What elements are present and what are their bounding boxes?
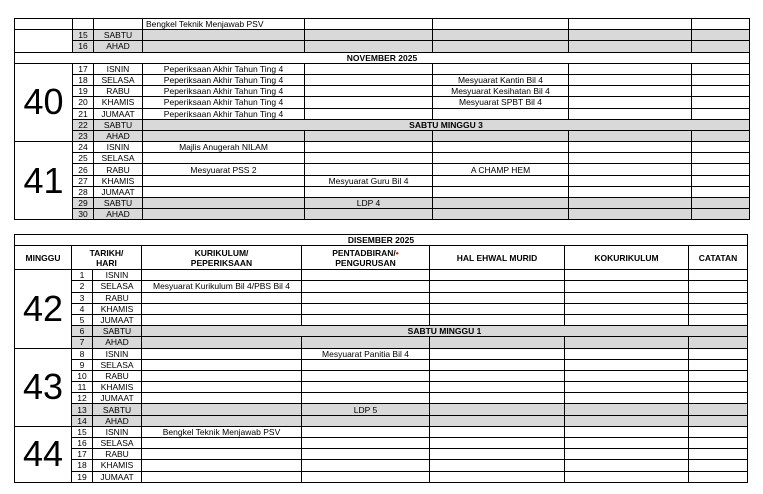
week-cell [15, 19, 73, 30]
header-kurikulum-line1: KURIKULUM/ [194, 247, 249, 258]
date-cell: 5 [72, 314, 93, 325]
day-cell: JUMAAT [93, 314, 142, 325]
date-cell: 21 [73, 108, 94, 119]
kurikulum-cell [142, 292, 302, 303]
table-row [15, 404, 748, 415]
december-calendar-table [14, 234, 748, 483]
table-row [15, 86, 750, 97]
date-cell: 2 [72, 281, 93, 292]
pentadbiran-cell: Mesyuarat Panitia Bil 4 [302, 348, 430, 359]
kurikulum-cell [142, 359, 302, 370]
date-cell: 23 [73, 130, 94, 141]
day-cell: SABTU [94, 119, 143, 130]
kurikulum-cell: Majlis Anugerah NILAM [143, 142, 305, 153]
table-row [15, 175, 750, 186]
table-row [15, 270, 748, 281]
header-catatan: CATATAN [689, 246, 748, 270]
table-row [15, 97, 750, 108]
header-kurikulum [142, 246, 302, 270]
date-cell: 4 [72, 303, 93, 314]
month-row [15, 52, 750, 63]
table-row [15, 382, 748, 393]
saturday-note: SABTU MINGGU 3 [143, 119, 750, 130]
week-number: 41 [15, 142, 73, 220]
pentadbiran-cell [302, 359, 430, 370]
date-cell: 30 [73, 209, 94, 220]
table-row [15, 460, 748, 471]
kurikulum-cell [142, 370, 302, 381]
table-row [15, 19, 750, 30]
hem-cell [433, 108, 569, 119]
hem-cell [433, 153, 569, 164]
day-cell: RABU [94, 164, 143, 175]
date-cell: 18 [72, 460, 93, 471]
date-cell: 28 [73, 186, 94, 197]
saturday-note: LDP 4 [305, 198, 433, 209]
kurikulum-cell: Peperiksaan Akhir Tahun Ting 4 [143, 86, 305, 97]
kurikulum-cell [142, 303, 302, 314]
week-number: 44 [15, 426, 72, 482]
hem-cell [433, 175, 569, 186]
date-cell: 12 [72, 393, 93, 404]
date-cell: 25 [73, 153, 94, 164]
header-tarikh-line1: TARIKH/ [89, 247, 124, 258]
kurikulum-cell [142, 438, 302, 449]
hem-cell [433, 142, 569, 153]
table-row [15, 303, 748, 314]
table-row [15, 198, 750, 209]
day-cell: ISNIN [93, 270, 142, 281]
kurikulum-cell [142, 348, 302, 359]
pentadbiran-cell [305, 63, 433, 74]
kurikulum-cell [142, 393, 302, 404]
header-hem: HAL EHWAL MURID [430, 246, 565, 270]
date-cell: 6 [72, 326, 93, 337]
table-row [15, 186, 750, 197]
table-row [15, 314, 748, 325]
header-row [15, 246, 748, 270]
pentadbiran-cell [302, 281, 430, 292]
table-row [15, 449, 748, 460]
month-row [15, 235, 748, 246]
day-cell: AHAD [94, 130, 143, 141]
table-row [15, 292, 748, 303]
day-cell: KHAMIS [93, 382, 142, 393]
table-row [15, 130, 750, 141]
pentadbiran-cell [305, 186, 433, 197]
table-row [15, 153, 750, 164]
table-row [15, 74, 750, 85]
date-cell: 1 [72, 270, 93, 281]
day-cell: KHAMIS [94, 97, 143, 108]
day-cell: AHAD [93, 415, 142, 426]
pentadbiran-cell [305, 153, 433, 164]
table-row [15, 359, 748, 370]
date-cell: 15 [72, 426, 93, 437]
day-cell: ISNIN [93, 348, 142, 359]
hem-cell [433, 186, 569, 197]
pentadbiran-cell [302, 426, 430, 437]
table-row [15, 438, 748, 449]
saturday-note: LDP 5 [302, 404, 430, 415]
month-title: NOVEMBER 2025 [15, 52, 750, 63]
day-cell: JUMAAT [94, 186, 143, 197]
day-cell: SELASA [94, 74, 143, 85]
pentadbiran-cell [302, 460, 430, 471]
week-cell [15, 30, 73, 52]
red-dot-icon: • [395, 247, 399, 258]
kurikulum-cell [143, 153, 305, 164]
date-cell: 8 [72, 348, 93, 359]
date-cell: 9 [72, 359, 93, 370]
date-cell: 17 [72, 449, 93, 460]
day-cell: RABU [94, 86, 143, 97]
date-cell: 10 [72, 370, 93, 381]
hem-cell [433, 19, 569, 30]
day-cell: JUMAAT [93, 393, 142, 404]
pentadbiran-cell [302, 438, 430, 449]
pentadbiran-cell [305, 19, 433, 30]
table-row [15, 326, 748, 337]
header-tarikh-line2: HARI [96, 257, 117, 268]
kurikulum-cell: Mesyuarat PSS 2 [143, 164, 305, 175]
date-cell: 17 [73, 63, 94, 74]
day-cell: ISNIN [94, 63, 143, 74]
day-cell: SELASA [94, 153, 143, 164]
kurikulum-cell [142, 449, 302, 460]
day-cell: SELASA [93, 359, 142, 370]
day-cell: AHAD [94, 209, 143, 220]
date-cell: 18 [73, 74, 94, 85]
pentadbiran-cell [305, 97, 433, 108]
date-cell: 19 [72, 471, 93, 482]
day-cell: RABU [93, 292, 142, 303]
pentadbiran-cell [305, 108, 433, 119]
header-koko: KOKURIKULUM [565, 246, 689, 270]
pentadbiran-cell [305, 164, 433, 175]
hem-cell [433, 63, 569, 74]
week-number: 43 [15, 348, 72, 426]
header-pentadbiran-line1: PENTADBIRAN/ [332, 247, 396, 258]
pentadbiran-cell [305, 74, 433, 85]
date-cell: 22 [73, 119, 94, 130]
table-row [15, 209, 750, 220]
pentadbiran-cell [302, 270, 430, 281]
date-cell: 24 [73, 142, 94, 153]
day-cell: JUMAAT [93, 471, 142, 482]
day-cell: SABTU [94, 30, 143, 41]
pentadbiran-cell [302, 471, 430, 482]
table-row [15, 63, 750, 74]
date-cell: 3 [72, 292, 93, 303]
day-cell [94, 19, 143, 30]
date-cell: 16 [72, 438, 93, 449]
header-pentadbiran [302, 246, 430, 270]
date-cell: 11 [72, 382, 93, 393]
day-cell: SABTU [93, 404, 142, 415]
kurikulum-cell [142, 314, 302, 325]
table-row [15, 119, 750, 130]
date-cell: 29 [73, 198, 94, 209]
date-cell: 20 [73, 97, 94, 108]
pentadbiran-cell: Mesyuarat Guru Bil 4 [305, 175, 433, 186]
kurikulum-cell: Peperiksaan Akhir Tahun Ting 4 [143, 108, 305, 119]
table-row [15, 471, 748, 482]
saturday-note: SABTU MINGGU 1 [142, 326, 748, 337]
koko-cell [569, 19, 692, 30]
date-cell: 27 [73, 175, 94, 186]
kurikulum-cell [142, 382, 302, 393]
pentadbiran-cell [302, 370, 430, 381]
kurikulum-cell: Bengkel Teknik Menjawab PSV [142, 426, 302, 437]
pentadbiran-cell [302, 314, 430, 325]
day-cell: ISNIN [93, 426, 142, 437]
pentadbiran-cell [305, 86, 433, 97]
hem-cell: Mesyuarat Kantin Bil 4 [433, 74, 569, 85]
table-row [15, 426, 748, 437]
table-row [15, 281, 748, 292]
kurikulum-cell [143, 175, 305, 186]
hem-cell: Mesyuarat Kesihatan Bil 4 [433, 86, 569, 97]
header-minggu: MINGGU [15, 246, 72, 270]
header-tarikh [72, 246, 142, 270]
day-cell: KHAMIS [93, 303, 142, 314]
kurikulum-cell [143, 186, 305, 197]
date-cell: 19 [73, 86, 94, 97]
week-number: 42 [15, 270, 72, 348]
date-cell: 13 [72, 404, 93, 415]
day-cell: SELASA [93, 438, 142, 449]
day-cell: ISNIN [94, 142, 143, 153]
day-cell: KHAMIS [93, 460, 142, 471]
date-cell: 26 [73, 164, 94, 175]
day-cell: SELASA [93, 281, 142, 292]
kurikulum-cell: Peperiksaan Akhir Tahun Ting 4 [143, 97, 305, 108]
catatan-cell [692, 19, 750, 30]
day-cell: RABU [93, 370, 142, 381]
table-row [15, 370, 748, 381]
date-cell: 16 [73, 41, 94, 52]
table-row [15, 393, 748, 404]
table-row [15, 41, 750, 52]
kurikulum-cell [142, 471, 302, 482]
kurikulum-cell: Peperiksaan Akhir Tahun Ting 4 [143, 74, 305, 85]
month-title: DISEMBER 2025 [15, 235, 748, 246]
date-cell: 7 [72, 337, 93, 348]
kurikulum-cell [142, 270, 302, 281]
date-cell: 15 [73, 30, 94, 41]
day-cell: AHAD [94, 41, 143, 52]
day-cell: AHAD [93, 337, 142, 348]
day-cell: SABTU [93, 326, 142, 337]
november-calendar-table [14, 18, 750, 220]
kurikulum-cell: Peperiksaan Akhir Tahun Ting 4 [143, 63, 305, 74]
kurikulum-cell: Mesyuarat Kurikulum Bil 4/PBS Bil 4 [142, 281, 302, 292]
kurikulum-cell: Bengkel Teknik Menjawab PSV [143, 19, 305, 30]
day-cell: JUMAAT [94, 108, 143, 119]
header-pentadbiran-line2: PENGURUSAN [335, 257, 396, 268]
day-cell: KHAMIS [94, 175, 143, 186]
table-row [15, 348, 748, 359]
table-row [15, 337, 748, 348]
date-cell: 14 [72, 415, 93, 426]
pentadbiran-cell [302, 303, 430, 314]
table-row [15, 108, 750, 119]
pentadbiran-cell [302, 393, 430, 404]
hem-cell: A CHAMP HEM [433, 164, 569, 175]
pentadbiran-cell [302, 449, 430, 460]
pentadbiran-cell [302, 382, 430, 393]
pentadbiran-cell [302, 292, 430, 303]
table-row [15, 142, 750, 153]
day-cell: RABU [93, 449, 142, 460]
week-number: 40 [15, 63, 73, 141]
date-cell [73, 19, 94, 30]
day-cell: SABTU [94, 198, 143, 209]
pentadbiran-cell [305, 142, 433, 153]
hem-cell: Mesyuarat SPBT Bil 4 [433, 97, 569, 108]
table-row [15, 164, 750, 175]
kurikulum-cell [142, 460, 302, 471]
header-kurikulum-line2: PEPERIKSAAN [190, 257, 253, 268]
table-row [15, 415, 748, 426]
table-row [15, 30, 750, 41]
